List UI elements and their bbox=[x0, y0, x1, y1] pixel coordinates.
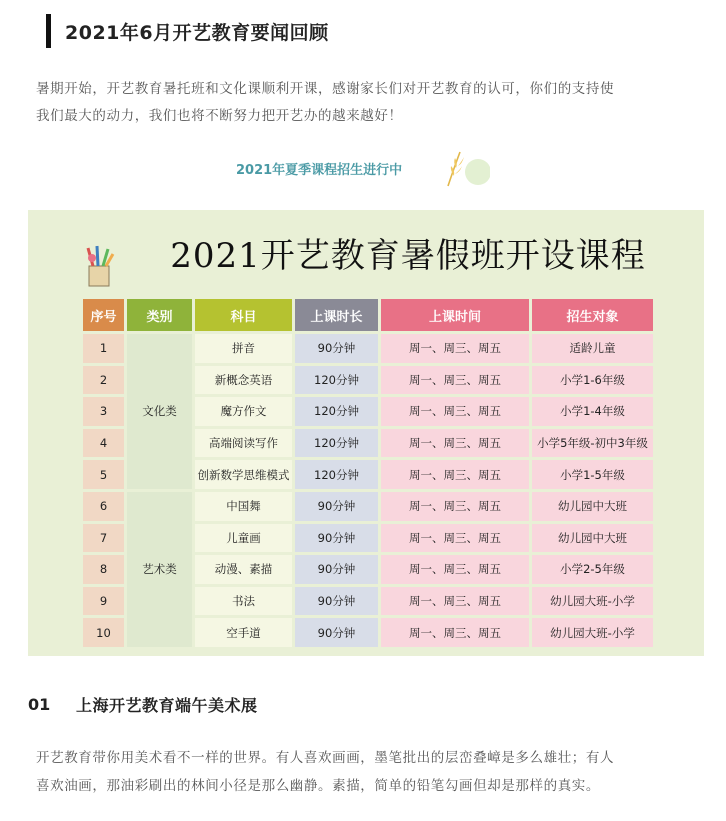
cell-duration: 90分钟 bbox=[295, 492, 378, 521]
cell-duration: 90分钟 bbox=[295, 618, 378, 647]
cell-duration: 120分钟 bbox=[295, 429, 378, 458]
cell-audience: 幼儿园大班-小学 bbox=[532, 587, 653, 616]
cell-audience: 小学1-6年级 bbox=[532, 366, 653, 395]
cell-seq: 10 bbox=[83, 618, 124, 647]
header-time: 上课时间 bbox=[381, 299, 529, 331]
cell-subject: 高端阅读写作 bbox=[195, 429, 292, 458]
article-title-row bbox=[46, 14, 329, 48]
title-accent-bar bbox=[46, 14, 51, 48]
cell-subject: 中国舞 bbox=[195, 492, 292, 521]
cell-time: 周一、周三、周五 bbox=[381, 587, 529, 616]
header-subject: 科目 bbox=[195, 299, 292, 331]
cell-duration: 90分钟 bbox=[295, 334, 378, 363]
cell-subject: 空手道 bbox=[195, 618, 292, 647]
article-title: 2021年6月开艺教育要闻回顾 bbox=[65, 21, 329, 44]
subhead-row bbox=[0, 148, 726, 188]
section-line-2: 喜欢油画，那油彩刷出的林间小径是那么幽静。素描，简单的铅笔勾画但却是那样的真实。 bbox=[36, 778, 600, 794]
table-row bbox=[83, 492, 653, 521]
section-title: 上海开艺教育端午美术展 bbox=[76, 695, 258, 715]
table-row bbox=[83, 334, 653, 363]
cell-time: 周一、周三、周五 bbox=[381, 460, 529, 489]
cell-audience: 小学2-5年级 bbox=[532, 555, 653, 584]
cell-time: 周一、周三、周五 bbox=[381, 334, 529, 363]
intro-line-1: 暑期开始，开艺教育暑托班和文化课顺利开课，感谢家长们对开艺教育的认可，你们的支持使 bbox=[36, 81, 615, 97]
cell-seq: 8 bbox=[83, 555, 124, 584]
wheat-icon bbox=[440, 148, 490, 188]
cell-seq: 3 bbox=[83, 397, 124, 426]
cell-time: 周一、周三、周五 bbox=[381, 397, 529, 426]
cell-duration: 120分钟 bbox=[295, 397, 378, 426]
course-table bbox=[80, 296, 656, 650]
section-number: 01 bbox=[28, 694, 51, 714]
cell-audience: 幼儿园大班-小学 bbox=[532, 618, 653, 647]
cell-subject: 新概念英语 bbox=[195, 366, 292, 395]
cell-audience: 小学1-5年级 bbox=[532, 460, 653, 489]
cell-time: 周一、周三、周五 bbox=[381, 555, 529, 584]
banner-title: 2021开艺教育暑假班开设课程 bbox=[170, 236, 646, 276]
section-heading bbox=[28, 692, 258, 716]
cell-audience: 幼儿园中大班 bbox=[532, 524, 653, 553]
header-category: 类别 bbox=[127, 299, 192, 331]
cell-time: 周一、周三、周五 bbox=[381, 618, 529, 647]
cell-audience: 小学5年级-初中3年级 bbox=[532, 429, 653, 458]
cell-subject: 书法 bbox=[195, 587, 292, 616]
header-seq: 序号 bbox=[83, 299, 124, 331]
cell-duration: 90分钟 bbox=[295, 587, 378, 616]
cell-time: 周一、周三、周五 bbox=[381, 429, 529, 458]
cell-subject: 儿童画 bbox=[195, 524, 292, 553]
header-audience: 招生对象 bbox=[532, 299, 653, 331]
section-line-1: 开艺教育带你用美术看不一样的世界。有人喜欢画画，墨笔批出的层峦叠嶂是多么雄壮；有人 bbox=[36, 750, 615, 766]
section-paragraph bbox=[36, 744, 696, 800]
cell-duration: 120分钟 bbox=[295, 460, 378, 489]
cell-duration: 90分钟 bbox=[295, 555, 378, 584]
intro-paragraph bbox=[36, 76, 696, 130]
course-table-header bbox=[83, 299, 653, 331]
cell-seq: 1 bbox=[83, 334, 124, 363]
cell-time: 周一、周三、周五 bbox=[381, 366, 529, 395]
cell-time: 周一、周三、周五 bbox=[381, 524, 529, 553]
cell-audience: 小学1-4年级 bbox=[532, 397, 653, 426]
cell-audience: 适龄儿童 bbox=[532, 334, 653, 363]
cell-time: 周一、周三、周五 bbox=[381, 492, 529, 521]
course-banner bbox=[28, 210, 704, 656]
cell-seq: 9 bbox=[83, 587, 124, 616]
cell-subject: 动漫、素描 bbox=[195, 555, 292, 584]
cell-subject: 魔方作文 bbox=[195, 397, 292, 426]
cell-subject: 创新数学思维模式 bbox=[195, 460, 292, 489]
pencil-cup-icon bbox=[82, 244, 116, 288]
cell-audience: 幼儿园中大班 bbox=[532, 492, 653, 521]
cell-duration: 90分钟 bbox=[295, 524, 378, 553]
cell-seq: 4 bbox=[83, 429, 124, 458]
cell-subject: 拼音 bbox=[195, 334, 292, 363]
subhead-text: 2021年夏季课程招生进行中 bbox=[236, 163, 403, 178]
header-duration: 上课时长 bbox=[295, 299, 378, 331]
cell-seq: 2 bbox=[83, 366, 124, 395]
cell-category: 文化类 bbox=[127, 334, 192, 489]
intro-line-2: 我们最大的动力，我们也将不断努力把开艺办的越来越好！ bbox=[36, 108, 403, 124]
cell-duration: 120分钟 bbox=[295, 366, 378, 395]
cell-seq: 7 bbox=[83, 524, 124, 553]
cell-category: 艺术类 bbox=[127, 492, 192, 647]
cell-seq: 6 bbox=[83, 492, 124, 521]
cell-seq: 5 bbox=[83, 460, 124, 489]
